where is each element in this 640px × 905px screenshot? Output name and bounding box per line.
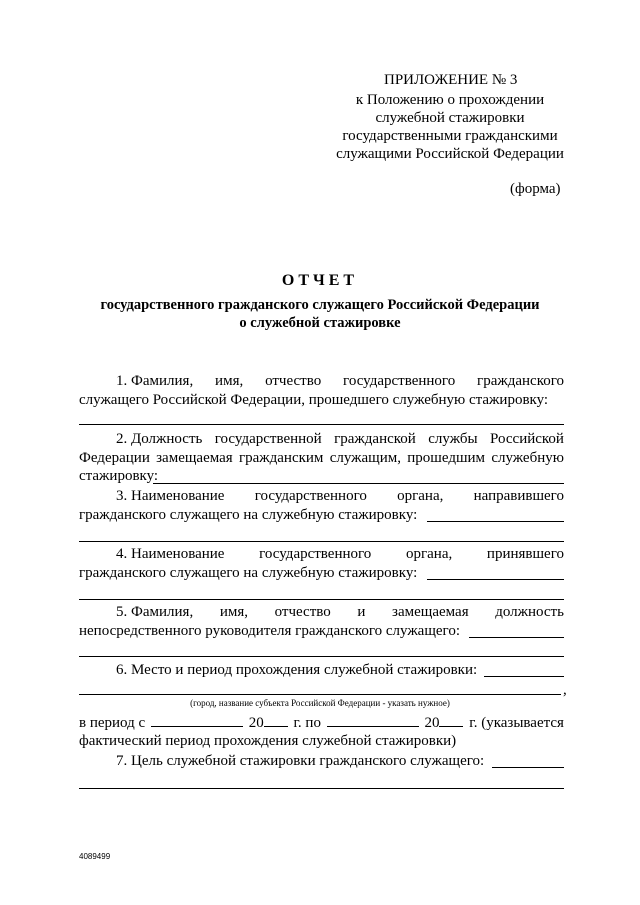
appendix-line-4: служащими Российской Федерации bbox=[336, 146, 564, 162]
year-2-label: 20 bbox=[424, 715, 440, 731]
item-6-period-line bbox=[79, 714, 564, 732]
item-6-line-3: фактический период прохождения служебной стажировки) bbox=[79, 733, 457, 749]
document-title: ОТЧЕТ bbox=[281, 272, 359, 289]
year-1-field[interactable] bbox=[264, 714, 288, 727]
item-5-word: и bbox=[357, 604, 366, 620]
item-2-word: гражданской bbox=[334, 431, 416, 447]
item-1-line-1 bbox=[116, 373, 564, 390]
item-2-line-3: стажировку: bbox=[79, 468, 159, 484]
item-3-word: государственного bbox=[254, 488, 367, 504]
period-suffix: г. (указывается bbox=[469, 715, 564, 731]
item-1-word: отчество bbox=[265, 373, 322, 389]
item-4-word: государственного bbox=[259, 546, 372, 562]
item-6-fill-line[interactable] bbox=[79, 694, 561, 695]
date-from-field[interactable] bbox=[151, 714, 243, 727]
item-3-fill-line[interactable] bbox=[79, 541, 564, 542]
item-2-fill-line[interactable] bbox=[153, 483, 564, 484]
item-2-word: 2. Должность bbox=[116, 431, 203, 447]
item-1-word: имя, bbox=[215, 373, 244, 389]
appendix-line-1: к Положению о прохождении bbox=[355, 92, 545, 108]
item-4-word: принявшего bbox=[486, 546, 564, 562]
item-5-word: 5. Фамилия, bbox=[116, 604, 194, 620]
date-to-field[interactable] bbox=[327, 714, 419, 727]
item-3-line-1 bbox=[116, 488, 564, 505]
item-2-line-2 bbox=[79, 450, 564, 467]
item-3-word: 3. Наименование bbox=[116, 488, 225, 504]
item-7-line-1: 7. Цель служебной стажировки гражданского служащего: bbox=[116, 753, 485, 769]
item-2-word: прошедшим bbox=[407, 450, 486, 466]
item-4-line-2: гражданского служащего на служебную стажировку: bbox=[79, 565, 418, 581]
item-3-word: направившего bbox=[473, 488, 564, 504]
item-4-word: органа, bbox=[405, 546, 453, 562]
item-5-line-1 bbox=[116, 604, 564, 621]
appendix-title: ПРИЛОЖЕНИЕ № 3 bbox=[384, 72, 518, 88]
item-2-word: замещаемая bbox=[156, 450, 233, 466]
item-1-word: 1. Фамилия, bbox=[116, 373, 194, 389]
year-2-field[interactable] bbox=[439, 714, 463, 727]
item-2-word: служащим, bbox=[329, 450, 401, 466]
item-2-word: гражданским bbox=[238, 450, 324, 466]
form-label: (форма) bbox=[510, 181, 561, 197]
item-2-word: Российской bbox=[490, 431, 564, 447]
item-2-word: Федерации bbox=[79, 450, 150, 466]
item-5-word: имя, bbox=[219, 604, 248, 620]
document-subtitle-2: о служебной стажировке bbox=[239, 315, 401, 331]
item-2-word: служебную bbox=[491, 450, 564, 466]
period-prefix: в период с bbox=[79, 715, 146, 731]
document-subtitle-1: государственного гражданского служащего Российской Федерации bbox=[100, 297, 540, 313]
item-4-fill-line[interactable] bbox=[79, 599, 564, 600]
item-3-word: органа, bbox=[397, 488, 444, 504]
item-5-line-2: непосредственного руководителя гражданского служащего: bbox=[79, 623, 460, 639]
item-3-fill-inline[interactable] bbox=[427, 521, 564, 522]
item-5-fill-inline[interactable] bbox=[469, 637, 564, 638]
item-6-line-1: 6. Место и период прохождения служебной стажировки: bbox=[116, 662, 478, 678]
item-6-comma: , bbox=[563, 682, 567, 698]
item-1-line-2: служащего Российской Федерации, прошедшего служебную стажировку: bbox=[79, 392, 549, 408]
period-by-label: г. по bbox=[293, 715, 321, 731]
year-1-label: 20 bbox=[248, 715, 264, 731]
item-6-caption: (город, название субъекта Российской Федерации - указать нужное) bbox=[190, 698, 450, 708]
item-5-fill-line[interactable] bbox=[79, 656, 564, 657]
item-2-word: службы bbox=[428, 431, 478, 447]
document-code: 4089499 bbox=[79, 852, 111, 861]
item-1-fill-line[interactable] bbox=[79, 424, 564, 425]
item-1-word: государственного bbox=[343, 373, 456, 389]
item-7-fill-line[interactable] bbox=[79, 788, 564, 789]
item-5-word: отчество bbox=[274, 604, 331, 620]
item-2-word: государственной bbox=[214, 431, 322, 447]
item-6-fill-inline[interactable] bbox=[484, 676, 564, 677]
item-5-word: должность bbox=[495, 604, 564, 620]
appendix-line-3: государственными гражданскими bbox=[342, 128, 558, 144]
item-7-fill-inline[interactable] bbox=[492, 767, 564, 768]
item-4-word: 4. Наименование bbox=[116, 546, 225, 562]
item-2-line-1 bbox=[116, 431, 564, 448]
item-3-line-2: гражданского служащего на служебную стажировку: bbox=[79, 507, 418, 523]
appendix-line-2: служебной стажировки bbox=[375, 110, 525, 126]
item-5-word: замещаемая bbox=[392, 604, 469, 620]
item-4-fill-inline[interactable] bbox=[427, 579, 564, 580]
item-4-line-1 bbox=[116, 546, 564, 563]
item-1-word: гражданского bbox=[477, 373, 564, 389]
